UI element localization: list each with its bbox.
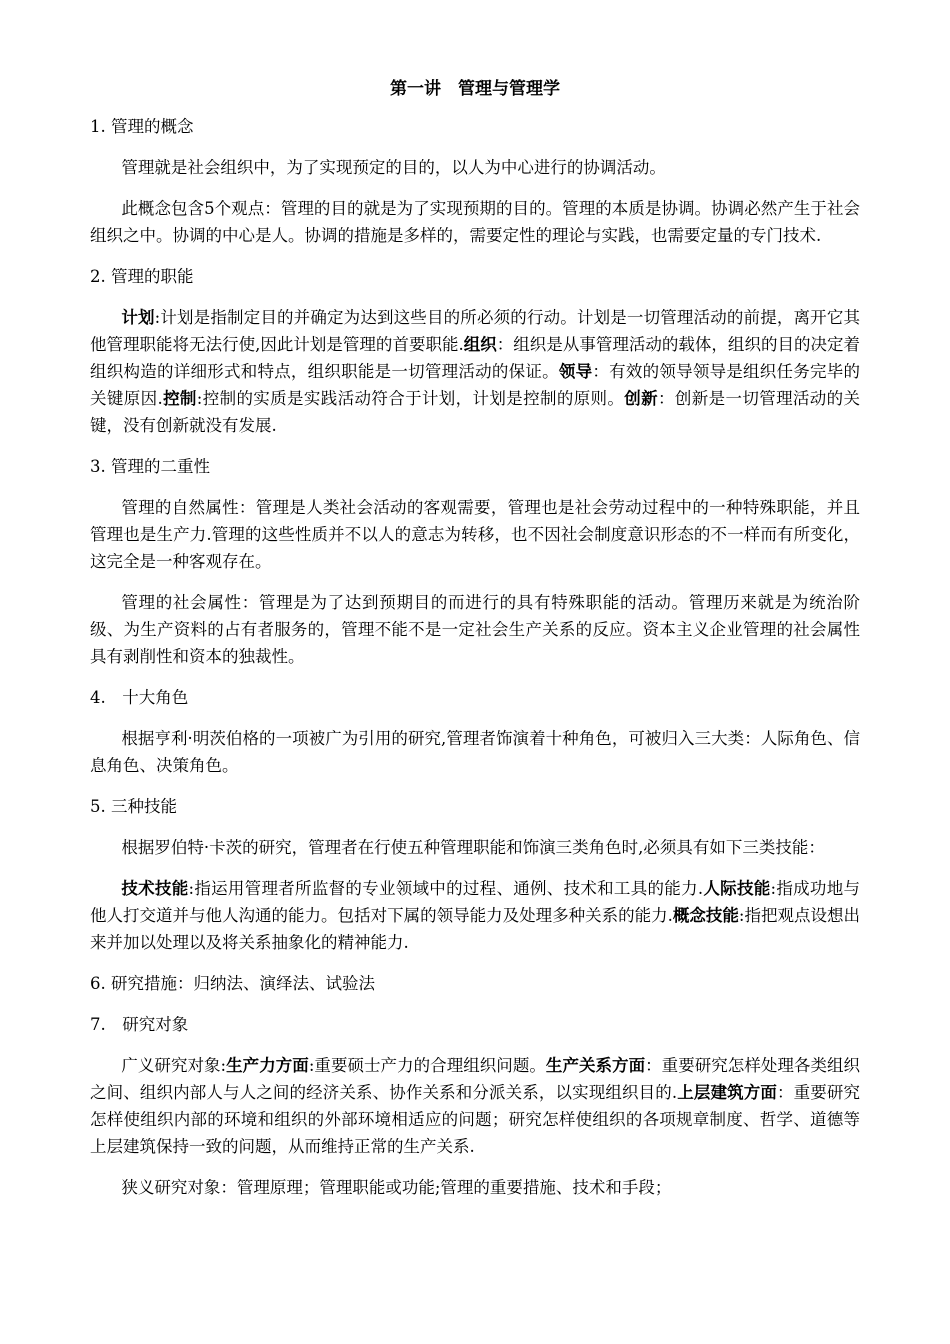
paragraph: 根据亨利·明茨伯格的一项被广为引用的研究,管理者饰演着十种角色，可被归入三大类：人际角色、信息角色、决策角色。 <box>90 729 860 775</box>
page-title: 第一讲 管理与管理学 <box>390 79 560 99</box>
term-productivity: 生产力方面 <box>226 1056 309 1075</box>
section-heading-7: 7. 研究对象 <box>90 1015 189 1034</box>
term-superstructure: 上层建筑方面 <box>677 1083 777 1102</box>
paragraph: 管理的社会属性：管理是为了达到预期目的而进行的具有特殊职能的活动。管理历来就是为统治阶级、为生产资料的占有者服务的，管理不能不是一定社会生产关系的反应。资本主义企业管理的社会属性具有剥削性和资本的独裁性。 <box>90 593 860 666</box>
section-heading-1: 1. 管理的概念 <box>90 117 194 136</box>
term-production-relations: 生产关系方面 <box>545 1056 646 1075</box>
paragraph-functions: 计划:计划是指制定目的并确定为达到这些目的所必须的行动。计划是一切管理活动的前提，离开它其他管理职能将无法行使,因此计划是管理的首要职能.组织：组织是从事管理活动的载体，组织的目的决定着组织构造的详细形式和特点，组织职能是一切管理活动的保证。领导：有效的领导领导是组织任务完毕的关键原因.控制:控制的实质是实践活动符合于计划，计划是控制的原则。创新：创新是一切管理活动的关键，没有创新就没有发展. <box>90 308 861 435</box>
term-lead: 领导 <box>558 362 593 381</box>
paragraph: 根据罗伯特·卡茨的研究，管理者在行使五种管理职能和饰演三类角色时,必须具有如下三类技能： <box>121 838 825 857</box>
term-organize: 组织 <box>463 335 497 354</box>
section-heading-2: 2. 管理的职能 <box>90 267 194 286</box>
paragraph: 此概念包含5个观点：管理的目的就是为了实现预期的目的。管理的本质是协调。协调必然产生于社会组织之中。协调的中心是人。协调的措施是多样的，需要定性的理论与实践，也需要定量的专门技术. <box>90 199 860 245</box>
paragraph: 狭义研究对象：管理原理；管理职能或功能;管理的重要措施、技术和手段； <box>121 1178 672 1197</box>
section-heading-4: 4. 十大角色 <box>90 688 189 707</box>
paragraph-research-object: 广义研究对象:生产力方面:重要硕士产力的合理组织问题。生产关系方面：重要研究怎样处理各类组织之间、组织内部人与人之间的经济关系、协作关系和分派关系，以实现组织目的.上层建筑方面：重要研究怎样使组织内部的环境和组织的外部环境相适应的问题；研究怎样使组织的各项规章制度、哲学、道德等上层建筑保持一致的问题，从而维持正常的生产关系. <box>90 1056 861 1156</box>
term-control: 控制 <box>162 389 197 408</box>
term-interpersonal-skill: 人际技能 <box>703 879 771 898</box>
paragraph: 管理的自然属性：管理是人类社会活动的客观需要，管理也是社会劳动过程中的一种特殊职能，并且管理也是生产力.管理的这些性质并不以人的意志为转移，也不因社会制度意识形态的不一样而有所变化，这完全是一种客观存在。 <box>90 498 860 571</box>
term-conceptual-skill: 概念技能 <box>672 906 739 925</box>
section-heading-5: 5. 三种技能 <box>90 797 177 816</box>
paragraph-skills: 技术技能:指运用管理者所监督的专业领域中的过程、通例、技术和工具的能力.人际技能:指成功地与他人打交道并与他人沟通的能力。包括对下属的领导能力及处理多种关系的能力.概念技能:指把观点设想出来并加以处理以及将关系抽象化的精神能力. <box>90 879 861 952</box>
term-plan: 计划 <box>121 308 155 327</box>
paragraph: 管理就是社会组织中，为了实现预定的目的，以人为中心进行的协调活动。 <box>121 158 666 177</box>
term-technical-skill: 技术技能 <box>121 879 189 898</box>
term-innovate: 创新 <box>624 389 659 408</box>
section-heading-3: 3. 管理的二重性 <box>90 457 210 476</box>
section-heading-6: 6. 研究措施：归纳法、演绎法、试验法 <box>90 974 375 993</box>
